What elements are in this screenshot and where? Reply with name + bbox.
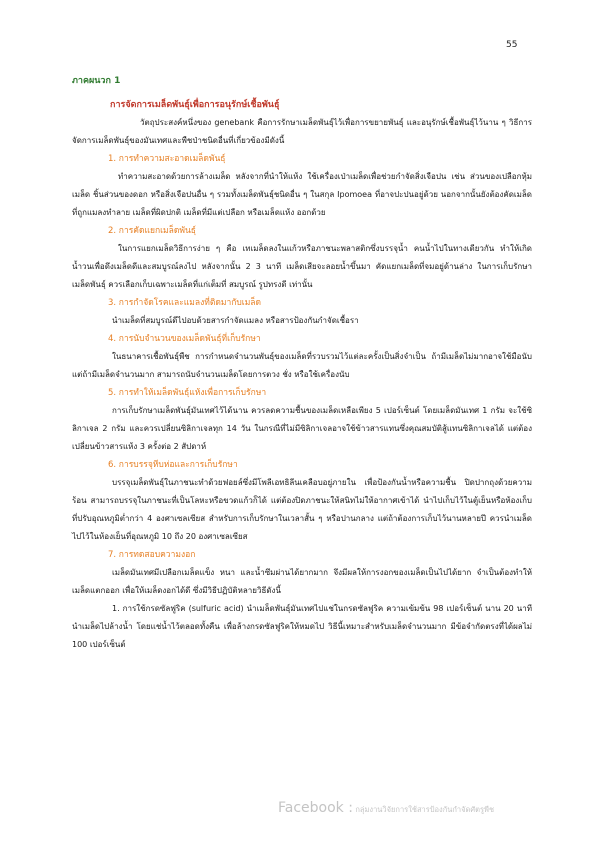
section-paragraph: ทำความสะอาดด้วยการล้างเมล็ด หลังจากที่นำให้แห้ง ใช้เครื่องเป่าเมล็ดเพื่อช่วยกำจัดสิ่งเจือปน เช่น ส่วนของเปลือกหุ้มเมล็ด ชิ้นส่วนของดอก หรือสิ่งเจือปนอื่น ๆ รวมทั้งเมล็ดพันธุ์ชนิดอื่น ๆ ในสกุล Ipomoea ที่อาจปะปนอยู่ด้วย นอกจากนั้นยังต้องคัดเมล็ดที่ถูกแมลงทำลาย เมล็ดที่ผิดปกติ เมล็ดที่มีแต่เปลือก หรือเมล็ดแห้ง ออกด้วย	[72, 172, 532, 217]
section-paragraph: ในธนาคารเชื้อพันธุ์พืช การกำหนดจำนวนพันธุ์ของเมล็ดที่รวบรวมไว้แต่ละครั้งเป็นสิ่งจำเป็น ถ้ามีเมล็ดไม่มากอาจใช้มือนับ แต่ถ้ามีเมล็ดจำนวนมาก สามารถนับจำนวนเมล็ดโดยการตวง ชั่ง หรือใช้เครื่องนับ	[72, 352, 532, 379]
section-paragraph: ในการแยกเมล็ดวิธีการง่าย ๆ คือ เทเมล็ดลงในแก้วหรือภาชนะพลาสติกซึ่งบรรจุน้ำ คนน้ำไปในทางเดียวกัน ทำให้เกิดน้ำวนเพื่อดึงเมล็ดดีและสมบูรณ์ลงไป หลังจากนั้น 2 3 นาที เมล็ดเสียจะลอยน้ำขึ้นมา คัดแยกเมล็ดที่จมอยู่ด้านล่าง ในการเก็บรักษาเมล็ดพันธุ์ ควรเลือกเก็บเฉพาะเมล็ดที่แก่เต็มที่ สมบูรณ์ รูปทรงดี เท่านั้น	[72, 244, 532, 289]
section-drying	[72, 384, 532, 456]
section-paragraph: 1. การใช้กรดซัลฟูริค (sulfuric acid) นำเมล็ดพันธุ์มันเทศไปแช่ในกรดซัลฟูริค ความเข้มข้น 98 เปอร์เซ็นต์ นาน 20 นาที นำเมล็ดไปล้างน้ำ โดยแช่น้ำไว้ตลอดทั้งคืน เพื่อล้างกรดซัลฟูริคให้หมดไป วิธีนี้เหมาะสำหรับเมล็ดจำนวนมาก มีข้อจำกัดตรงที่ได้ผลไม่ 100 เปอร์เซ็นต์	[72, 604, 532, 649]
intro-paragraph: วัตถุประสงค์หนึ่งของ genebank คือการรักษาเมล็ดพันธุ์ไว้เพื่อการขยายพันธุ์ และอนุรักษ์เชื้อพันธุ์ไว้นาน ๆ วิธีการจัดการเมล็ดพันธุ์ของมันเทศและพืชป่าชนิดอื่นที่เกี่ยวข้องมีดังนี้	[72, 118, 532, 145]
section-heading: 4. การนับจำนวนของเมล็ดพันธุ์ที่เก็บรักษา	[108, 334, 261, 344]
section-heading: 6. การบรรจุหีบห่อและการเก็บรักษา	[108, 460, 238, 470]
section-heading: 2. การคัดแยกเมล็ดพันธุ์	[108, 226, 196, 236]
section-paragraph: บรรจุเมล็ดพันธุ์ในภาชนะทำด้วยฟอยล์ซึ่งมีโพลีเอทธิลีนเคลือบอยู่ภายใน เพื่อป้องกันน้ำหรือความชื้น ปิดปากถุงด้วยความร้อน สามารถบรรจุในภาชนะที่เป็นโลหะหรือขวดแก้วก็ได้ แต่ต้องปิดภาชนะให้สนิทไม่ให้อากาศเข้าได้ นำไปเก็บไว้ในตู้เย็นหรือห้องเก็บที่ปรับอุณหภูมิต่ำกว่า 4 องศาเซลเซียส สำหรับการเก็บรักษาในเวลาสั้น ๆ หรือปานกลาง แต่ถ้าต้องการเก็บไว้นานหลายปี ควรนำเมล็ดไปไว้ในห้องเย็นที่อุณหภูมิ 10 ถึง 20 องศาเซลเซียส	[72, 478, 532, 541]
page-title: การจัดการเมล็ดพันธุ์เพื่อการอนุรักษ์เชื้อพันธุ์	[110, 100, 280, 110]
footer-watermark	[278, 800, 578, 816]
page-number: 55	[506, 40, 518, 50]
section-counting	[72, 330, 532, 384]
section-packaging	[72, 456, 532, 546]
section-heading: 1. การทำความสะอาดเมล็ดพันธุ์	[108, 154, 226, 164]
section-heading: 3. การกำจัดโรคและแมลงที่ติดมากับเมล็ด	[108, 298, 262, 308]
section-cleaning	[72, 150, 532, 222]
group-name: กลุ่มงานวิจัยการใช้สารป้องกันกำจัดศัตรูพืช	[355, 805, 495, 814]
section-heading: 5. การทำให้เมล็ดพันธุ์แห้งเพื่อการเก็บรักษา	[108, 388, 267, 398]
document-body	[72, 72, 532, 654]
section-sorting	[72, 222, 532, 294]
appendix-label: ภาคผนวก 1	[72, 76, 121, 86]
section-paragraph: นำเมล็ดที่สมบูรณ์ดีไปอบด้วยสารกำจัดแมลง หรือสารป้องกันกำจัดเชื้อรา	[112, 316, 359, 325]
section-paragraph: เมล็ดมันเทศมีเปลือกเมล็ดแข็ง หนา และน้ำซึมผ่านได้ยากมาก จึงมีผลให้การงอกของเมล็ดเป็นไปได้ยาก จำเป็นต้องทำให้เมล็ดแตกออก เพื่อให้เมล็ดงอกได้ดี ซึ่งมีวิธีปฏิบัติหลายวิธีดังนี้	[72, 568, 532, 595]
section-pest-control	[72, 294, 532, 330]
section-heading: 7. การทดสอบความงอก	[108, 550, 196, 560]
section-germination	[72, 546, 532, 654]
facebook-label: Facebook :	[278, 800, 353, 816]
section-paragraph: การเก็บรักษาเมล็ดพันธุ์มันเทศไว้ได้นาน ควรลดความชื้นของเมล็ดเหลือเพียง 5 เปอร์เซ็นต์ โดยเมล็ดมันเทศ 1 กรัม จะใช้ซิลิกาเจล 2 กรัม และควรเปลี่ยนซิลิกาเจลทุก 14 วัน ในกรณีที่ไม่มีซิลิกาเจลอาจใช้ข้าวสารแทนซึ่งคุณสมบัติสู้แทนซิลิกาเจลได้ แต่ต้องเปลี่ยนข้าวสารแห้ง 3 ครั้งต่อ 2 สัปดาห์	[72, 406, 532, 451]
